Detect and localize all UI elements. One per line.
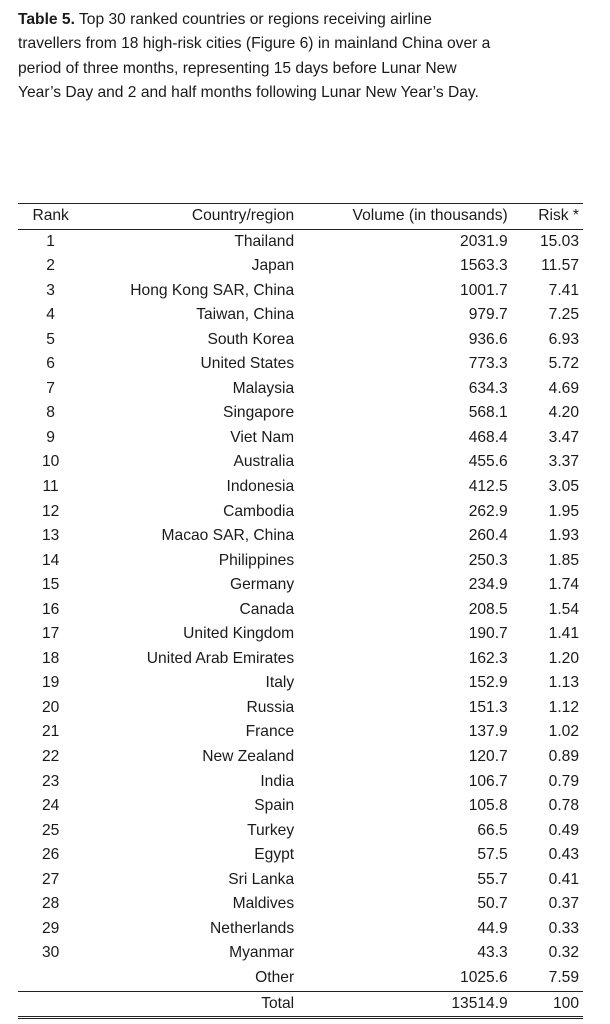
table-row <box>18 917 583 942</box>
risk-cell: 4.69 <box>548 379 579 397</box>
country-cell: Malaysia <box>232 379 295 397</box>
header-country: Country/region <box>191 207 295 224</box>
table-row <box>18 671 583 696</box>
rank-cell: 12 <box>41 502 60 520</box>
country-cell: Macao SAR, China <box>161 527 295 545</box>
country-cell: New Zealand <box>202 748 295 766</box>
country-cell: Turkey <box>247 821 295 839</box>
rank-cell: 27 <box>41 870 60 888</box>
risk-cell: 6.93 <box>548 330 579 348</box>
risk-cell: 1.20 <box>548 649 579 667</box>
table-row <box>18 892 583 917</box>
volume-cell: 208.5 <box>468 600 508 618</box>
rank-cell: 18 <box>41 649 60 667</box>
rank-cell: 28 <box>41 895 60 913</box>
rank-cell <box>18 966 83 991</box>
risk-cell: 1.74 <box>548 576 579 594</box>
country-cell: France <box>245 723 295 741</box>
rank-cell: 3 <box>46 281 55 299</box>
table-row <box>18 524 583 549</box>
rank-cell: 14 <box>41 551 60 569</box>
risk-cell: 1.93 <box>548 527 579 545</box>
volume-cell: 773.3 <box>468 355 508 373</box>
risk-cell: 1.95 <box>548 502 579 520</box>
risk-cell: 0.43 <box>548 846 579 864</box>
risk-cell: 7.41 <box>548 281 579 299</box>
total-volume-cell: 13514.9 <box>451 994 508 1012</box>
country-cell: Egypt <box>254 846 295 864</box>
risk-cell: 15.03 <box>539 232 579 250</box>
risk-cell: 11.57 <box>541 257 579 275</box>
risk-cell: 0.49 <box>548 821 579 839</box>
volume-cell: 979.7 <box>468 306 508 324</box>
risk-cell: 7.59 <box>548 968 579 986</box>
rank-cell: 6 <box>46 355 55 373</box>
table-row <box>18 500 583 525</box>
volume-cell: 66.5 <box>477 821 508 839</box>
country-cell: Taiwan, China <box>196 306 295 324</box>
risk-cell: 0.37 <box>548 895 579 913</box>
rank-cell: 26 <box>41 846 60 864</box>
total-rank-cell <box>18 991 83 1018</box>
country-cell: Viet Nam <box>230 428 295 446</box>
header-rank: Rank <box>32 207 69 224</box>
total-label-cell: Total <box>261 994 295 1012</box>
table-row <box>18 966 583 991</box>
table-row <box>18 401 583 426</box>
volume-cell: 105.8 <box>468 797 508 815</box>
country-cell: Philippines <box>218 551 295 569</box>
risk-cell: 1.12 <box>548 698 579 716</box>
table-row <box>18 303 583 328</box>
rank-cell: 11 <box>42 478 59 496</box>
table-row <box>18 352 583 377</box>
rank-cell: 23 <box>41 772 60 790</box>
risk-cell: 0.41 <box>548 870 579 888</box>
risk-cell: 3.47 <box>548 428 579 446</box>
country-cell: Myanmar <box>229 944 295 962</box>
table-row <box>18 254 583 279</box>
country-cell: Thailand <box>234 232 295 250</box>
rank-cell: 17 <box>41 625 60 643</box>
country-cell: Sri Lanka <box>228 870 295 888</box>
rank-cell: 30 <box>41 944 60 962</box>
table-row <box>18 647 583 672</box>
country-cell: Germany <box>230 576 295 594</box>
rank-cell: 25 <box>41 821 60 839</box>
risk-cell: 1.41 <box>548 625 579 643</box>
country-cell: Netherlands <box>210 919 295 937</box>
country-cell: India <box>260 772 295 790</box>
volume-cell: 190.7 <box>468 625 508 643</box>
table-row <box>18 770 583 795</box>
volume-cell: 137.9 <box>468 723 508 741</box>
risk-cell: 3.37 <box>548 453 579 471</box>
table-row <box>18 868 583 893</box>
rank-cell: 16 <box>41 600 60 618</box>
volume-cell: 468.4 <box>468 428 508 446</box>
table-caption <box>18 8 496 106</box>
table-header <box>18 204 583 230</box>
table-row <box>18 843 583 868</box>
volume-cell: 936.6 <box>468 330 508 348</box>
risk-cell: 1.13 <box>548 674 579 692</box>
table-row <box>18 377 583 402</box>
risk-cell: 1.54 <box>548 600 579 618</box>
total-risk-cell: 100 <box>552 994 579 1012</box>
risk-cell: 3.05 <box>548 478 579 496</box>
table-row <box>18 745 583 770</box>
country-cell: United Arab Emirates <box>146 649 295 667</box>
table-row <box>18 696 583 721</box>
table-caption-text: Top 30 ranked countries or regions receiving airline travellers from 18 high-risk cities (Figure 6) in mainland China over a period of three months, representing 15 days before Lunar New Year’s Day and 2 and half months following Lunar New Year’s Day. <box>18 11 491 102</box>
rank-cell: 10 <box>41 453 60 471</box>
volume-cell: 412.5 <box>468 478 508 496</box>
volume-cell: 1001.7 <box>460 281 508 299</box>
table-row <box>18 941 583 966</box>
risk-cell: 0.79 <box>548 772 579 790</box>
risk-cell: 0.89 <box>548 748 579 766</box>
volume-cell: 151.3 <box>468 698 508 716</box>
volume-cell: 234.9 <box>468 576 508 594</box>
risk-cell: 0.32 <box>548 944 579 962</box>
rank-cell: 1 <box>46 232 55 250</box>
country-cell: Russia <box>246 698 295 716</box>
header-volume: Volume (in thousands) <box>352 207 508 224</box>
table-row <box>18 549 583 574</box>
table-body <box>18 229 583 1018</box>
country-cell: Canada <box>239 600 295 618</box>
volume-cell: 162.3 <box>468 649 508 667</box>
header-risk: Risk * <box>538 207 579 224</box>
volume-cell: 455.6 <box>468 453 508 471</box>
country-cell: Indonesia <box>226 478 295 496</box>
rank-cell: 22 <box>41 748 60 766</box>
volume-cell: 250.3 <box>468 551 508 569</box>
table-row <box>18 720 583 745</box>
risk-cell: 4.20 <box>548 404 579 422</box>
country-cell: Singapore <box>223 404 295 422</box>
table-row <box>18 598 583 623</box>
risk-cell: 0.33 <box>548 919 579 937</box>
country-cell: Hong Kong SAR, China <box>130 281 295 299</box>
risk-cell: 0.78 <box>548 797 579 815</box>
country-cell: United States <box>200 355 295 373</box>
table-row <box>18 279 583 304</box>
rank-cell: 4 <box>46 306 55 324</box>
volume-cell: 43.3 <box>477 944 508 962</box>
volume-cell: 634.3 <box>468 379 508 397</box>
risk-cell: 5.72 <box>548 355 579 373</box>
volume-cell: 152.9 <box>468 674 508 692</box>
volume-cell: 44.9 <box>477 919 508 937</box>
table-row <box>18 819 583 844</box>
country-cell: South Korea <box>207 330 295 348</box>
rank-cell: 9 <box>46 428 55 446</box>
rank-cell: 19 <box>41 674 60 692</box>
volume-cell: 50.7 <box>477 895 508 913</box>
volume-cell: 55.7 <box>477 870 508 888</box>
volume-cell: 262.9 <box>468 502 508 520</box>
ranking-table <box>18 203 583 1019</box>
rank-cell: 20 <box>41 698 60 716</box>
country-cell: Other <box>255 968 295 986</box>
risk-cell: 1.02 <box>548 723 579 741</box>
rank-cell: 8 <box>46 404 55 422</box>
rank-cell: 21 <box>41 723 60 741</box>
table-row <box>18 622 583 647</box>
volume-cell: 106.7 <box>468 772 508 790</box>
table-row <box>18 426 583 451</box>
table-row <box>18 475 583 500</box>
volume-cell: 568.1 <box>468 404 508 422</box>
rank-cell: 2 <box>46 257 55 275</box>
country-cell: Australia <box>233 453 295 471</box>
table-row <box>18 794 583 819</box>
risk-cell: 7.25 <box>548 306 579 324</box>
table-row <box>18 573 583 598</box>
rank-cell: 5 <box>46 330 55 348</box>
header-row <box>18 204 583 230</box>
table-caption-label: Table 5. <box>18 11 75 28</box>
rank-cell: 24 <box>41 797 60 815</box>
volume-cell: 1025.6 <box>460 968 508 986</box>
volume-cell: 2031.9 <box>460 232 508 250</box>
rank-cell: 15 <box>41 576 60 594</box>
rank-cell: 13 <box>41 527 60 545</box>
country-cell: United Kingdom <box>183 625 295 643</box>
total-row <box>18 991 583 1018</box>
rank-cell: 29 <box>41 919 60 937</box>
volume-cell: 120.7 <box>468 748 508 766</box>
country-cell: Spain <box>254 797 295 815</box>
risk-cell: 1.85 <box>548 551 579 569</box>
country-cell: Maldives <box>232 895 295 913</box>
country-cell: Italy <box>265 674 295 692</box>
table-row <box>18 328 583 353</box>
table-row <box>18 229 583 254</box>
volume-cell: 1563.3 <box>460 257 508 275</box>
table-row <box>18 450 583 475</box>
country-cell: Japan <box>251 257 295 275</box>
volume-cell: 260.4 <box>468 527 508 545</box>
rank-cell: 7 <box>46 379 55 397</box>
country-cell: Cambodia <box>223 502 295 520</box>
volume-cell: 57.5 <box>477 846 508 864</box>
